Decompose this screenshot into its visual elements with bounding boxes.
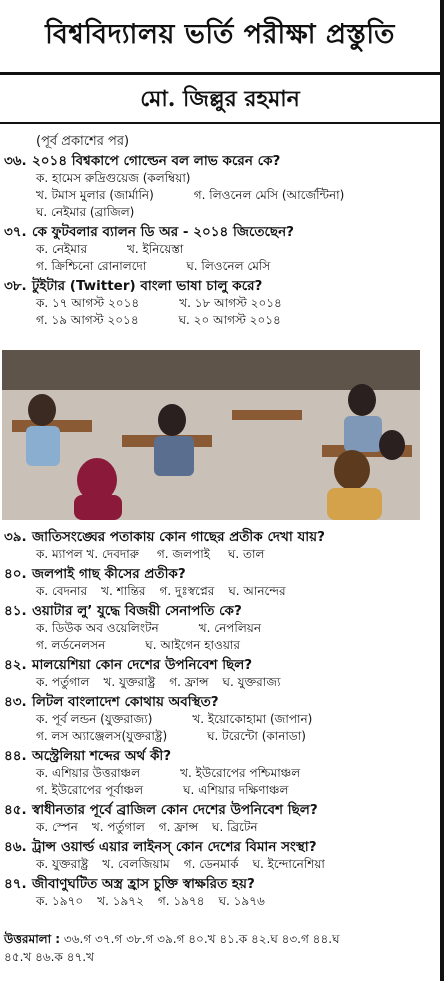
exam-hall-photo bbox=[2, 350, 420, 520]
option-row bbox=[4, 637, 440, 654]
question-item bbox=[4, 838, 440, 873]
question-item bbox=[4, 223, 440, 275]
question-item bbox=[4, 565, 440, 600]
answer-option: খ. বেলজিয়াম bbox=[102, 857, 170, 871]
question-number: ৪২. bbox=[4, 657, 27, 673]
question-item bbox=[4, 152, 440, 221]
option-row bbox=[4, 711, 440, 728]
answer-option: গ. লর্ডনেলসন bbox=[36, 638, 106, 652]
option-row bbox=[4, 170, 440, 187]
question-item bbox=[4, 747, 440, 799]
question-number: ৪০. bbox=[4, 566, 27, 582]
question-label: জীবাণুঘটিত অস্ত্র হ্রাস চুক্তি স্বাক্ষরিত হয়? bbox=[32, 876, 255, 892]
answer-option: গ. ফ্রান্স bbox=[158, 820, 199, 834]
question-number: ৪৪. bbox=[4, 748, 27, 764]
question-number: ৩৭. bbox=[4, 224, 27, 240]
answer-option: ক. হামেস রুদ্রিগুয়েজ (কলম্বিয়া) bbox=[36, 171, 191, 185]
answer-key-line2: ৪৫.খ ৪৬.ক ৪৭.খ bbox=[4, 950, 94, 964]
author-byline: মো. জিল্লুর রহমান bbox=[0, 78, 440, 124]
answer-option: খ. ইউরোপের পশ্চিমাঞ্চল bbox=[180, 766, 301, 780]
question-text bbox=[4, 875, 440, 893]
exam-hall-illustration bbox=[2, 350, 420, 520]
answer-option: ক. পর্তুগাল bbox=[36, 675, 90, 689]
answer-option: ক. ১৯৭০ bbox=[36, 894, 84, 908]
question-text bbox=[4, 747, 440, 765]
answer-option: ঘ. ইন্দোনেশিয়া bbox=[252, 857, 325, 871]
answer-option: গ. ক্রিশ্চিনো রোনালদো bbox=[36, 259, 147, 273]
option-row bbox=[4, 893, 440, 910]
answer-option: ঘ. এশিয়ার দক্ষিণাঞ্চল bbox=[183, 783, 289, 797]
question-text bbox=[4, 277, 440, 295]
answer-option: খ. পর্তুগাল bbox=[91, 820, 145, 834]
answer-option: গ. লস অ্যাঞ্জেলস(যুক্তরাষ্ট্র) bbox=[36, 729, 168, 743]
answer-option: ঘ. ২০ আগস্ট ২০১৪ bbox=[178, 313, 281, 327]
option-row bbox=[4, 204, 440, 221]
option-row bbox=[4, 312, 440, 329]
question-label: জলপাই গাছ কীসের প্রতীক? bbox=[32, 566, 186, 582]
question-item bbox=[4, 602, 440, 654]
question-number: ৩৮. bbox=[4, 278, 27, 294]
answer-option: খ. ইনিয়েস্তা bbox=[127, 242, 184, 256]
question-label: টুইটার (Twitter) বাংলা ভাষা চালু করে? bbox=[32, 278, 263, 294]
question-label: স্বাধীনতার পূর্বে ব্রাজিল কোন দেশের উপনিবেশ ছিল? bbox=[32, 802, 318, 818]
answer-option: ক. বেদনার bbox=[36, 584, 88, 598]
answer-option: ক. নেইমার bbox=[36, 242, 88, 256]
option-row bbox=[4, 856, 440, 873]
answer-option: গ. ১৯৭৪ bbox=[157, 894, 205, 908]
question-text bbox=[4, 801, 440, 819]
option-row bbox=[4, 546, 440, 563]
question-text bbox=[4, 223, 440, 241]
option-row bbox=[4, 765, 440, 782]
answer-option: গ. দুঃস্বপ্নের bbox=[159, 584, 215, 598]
question-text bbox=[4, 656, 440, 674]
answer-option: গ. ডেনমার্ক bbox=[183, 857, 239, 871]
question-item bbox=[4, 693, 440, 745]
question-number: ৪৭. bbox=[4, 876, 27, 892]
question-number: ৩৯. bbox=[4, 529, 27, 545]
option-row bbox=[4, 819, 440, 836]
question-label: লিটল বাংলাদেশ কোথায় অবস্থিত? bbox=[32, 694, 219, 710]
question-label: ট্রান্স ওয়ার্ল্ড এয়ার লাইনস্ কোন দেশের বিমান সংস্থা? bbox=[32, 839, 317, 855]
answer-option: ঘ. যুক্তরাজ্য bbox=[222, 675, 281, 689]
option-row bbox=[4, 620, 440, 637]
answer-option: ক. পূর্ব লন্ডন (যুক্তরাজ্য) bbox=[36, 712, 153, 726]
answer-option: গ. ১৯ আগস্ট ২০১৪ bbox=[36, 313, 139, 327]
option-row bbox=[4, 258, 440, 275]
answer-option: গ. লিওনেল মেসি (আর্জেন্টিনা) bbox=[193, 188, 345, 202]
question-item bbox=[4, 656, 440, 691]
question-item bbox=[4, 277, 440, 329]
question-number: ৪৫. bbox=[4, 802, 27, 818]
answer-option: ঘ. ১৯৭৬ bbox=[218, 894, 265, 908]
question-label: ওয়াটার লু’ যুদ্ধে বিজয়ী সেনাপতি কে? bbox=[32, 603, 242, 619]
page-title: বিশ্ববিদ্যালয় ভর্তি পরীক্ষা প্রস্তুতি bbox=[0, 0, 440, 75]
answer-option: ঘ. নেইমার (ব্রাজিল) bbox=[36, 205, 135, 219]
answer-option: ক. এশিয়ার উত্তরাঞ্চল bbox=[36, 766, 141, 780]
intro-note: (পূর্ব প্রকাশের পর) bbox=[36, 134, 130, 149]
answer-option: ঘ. তাল bbox=[227, 547, 265, 561]
question-text bbox=[4, 528, 440, 546]
question-number: ৪৬. bbox=[4, 839, 27, 855]
answer-option: গ. ফ্রান্স bbox=[169, 675, 209, 689]
question-label: অস্ট্রেলিয়া শব্দের অর্থ কী? bbox=[32, 748, 172, 764]
question-label: ২০১৪ বিশ্বকাপে গোল্ডেন বল লাভ করেন কে? bbox=[32, 153, 281, 169]
answer-option: ক. যুক্তরাষ্ট্র bbox=[36, 857, 89, 871]
question-text bbox=[4, 838, 440, 856]
question-text bbox=[4, 565, 440, 583]
answer-option: ঘ. টরেন্টো (কানাডা) bbox=[207, 729, 306, 743]
question-text bbox=[4, 152, 440, 170]
question-number: ৪১. bbox=[4, 603, 27, 619]
answer-option: খ. যুক্তরাষ্ট্র bbox=[103, 675, 156, 689]
option-row bbox=[4, 728, 440, 745]
answer-option: ক. স্পেন bbox=[36, 820, 78, 834]
answer-option: ঘ. লিওনেল মেসি bbox=[186, 259, 271, 273]
option-row bbox=[4, 674, 440, 691]
question-label: কে ফুটবলার ব্যালন ডি অর - ২০১৪ জিতেছেন? bbox=[32, 224, 294, 240]
option-row bbox=[4, 583, 440, 600]
answer-option: ক. ১৭ আগস্ট ২০১৪ bbox=[36, 296, 140, 310]
answer-option: গ. জলপাই bbox=[156, 547, 210, 561]
question-text bbox=[4, 693, 440, 711]
question-item bbox=[4, 875, 440, 910]
answer-option: খ. ইয়োকোহামা (জাপান) bbox=[192, 712, 313, 726]
column-divider bbox=[440, 0, 444, 981]
answer-key bbox=[4, 930, 440, 966]
option-row bbox=[4, 295, 440, 312]
option-row bbox=[4, 782, 440, 799]
answer-option: ঘ. আনন্দের bbox=[228, 584, 286, 598]
question-number: ৩৬. bbox=[4, 153, 27, 169]
question-label: জাতিসংঙ্ঘের পতাকায় কোন গাছের প্রতীক দেখা যায়? bbox=[32, 529, 325, 545]
answer-option: গ. ইউরোপের পূর্বাঞ্চল bbox=[36, 783, 144, 797]
answer-option: ঘ. আইগেন হাওয়ার bbox=[145, 638, 241, 652]
question-item bbox=[4, 801, 440, 836]
question-item bbox=[4, 528, 440, 563]
option-row bbox=[4, 187, 440, 204]
question-text bbox=[4, 602, 440, 620]
answer-option: খ. ১৮ আগস্ট ২০১৪ bbox=[179, 296, 282, 310]
answer-option: খ. শান্তির bbox=[101, 584, 146, 598]
answer-option: খ. টমাস মুলার (জার্মানি) bbox=[36, 188, 154, 202]
answer-option: খ. নেপলিয়ন bbox=[198, 621, 261, 635]
answer-option: খ. ১৯৭২ bbox=[97, 894, 144, 908]
answer-option: ক. ম্যাপল খ. দেবদারু bbox=[36, 547, 139, 561]
option-row bbox=[4, 241, 440, 258]
question-label: মালয়েশিয়া কোন দেশের উপনিবেশ ছিল? bbox=[32, 657, 253, 673]
answer-option: ক. ডিউক অব ওয়েলিংটন bbox=[36, 621, 159, 635]
answer-key-line1: ৩৬.গ ৩৭.গ ৩৮.গ ৩৯.গ ৪০.খ ৪১.ক ৪২.ঘ ৪৩.গ ৪৪.ঘ bbox=[63, 932, 340, 946]
answer-key-label: উত্তরমালা : bbox=[4, 932, 61, 946]
answer-option: ঘ. ব্রিটেন bbox=[212, 820, 258, 834]
question-number: ৪৩. bbox=[4, 694, 27, 710]
